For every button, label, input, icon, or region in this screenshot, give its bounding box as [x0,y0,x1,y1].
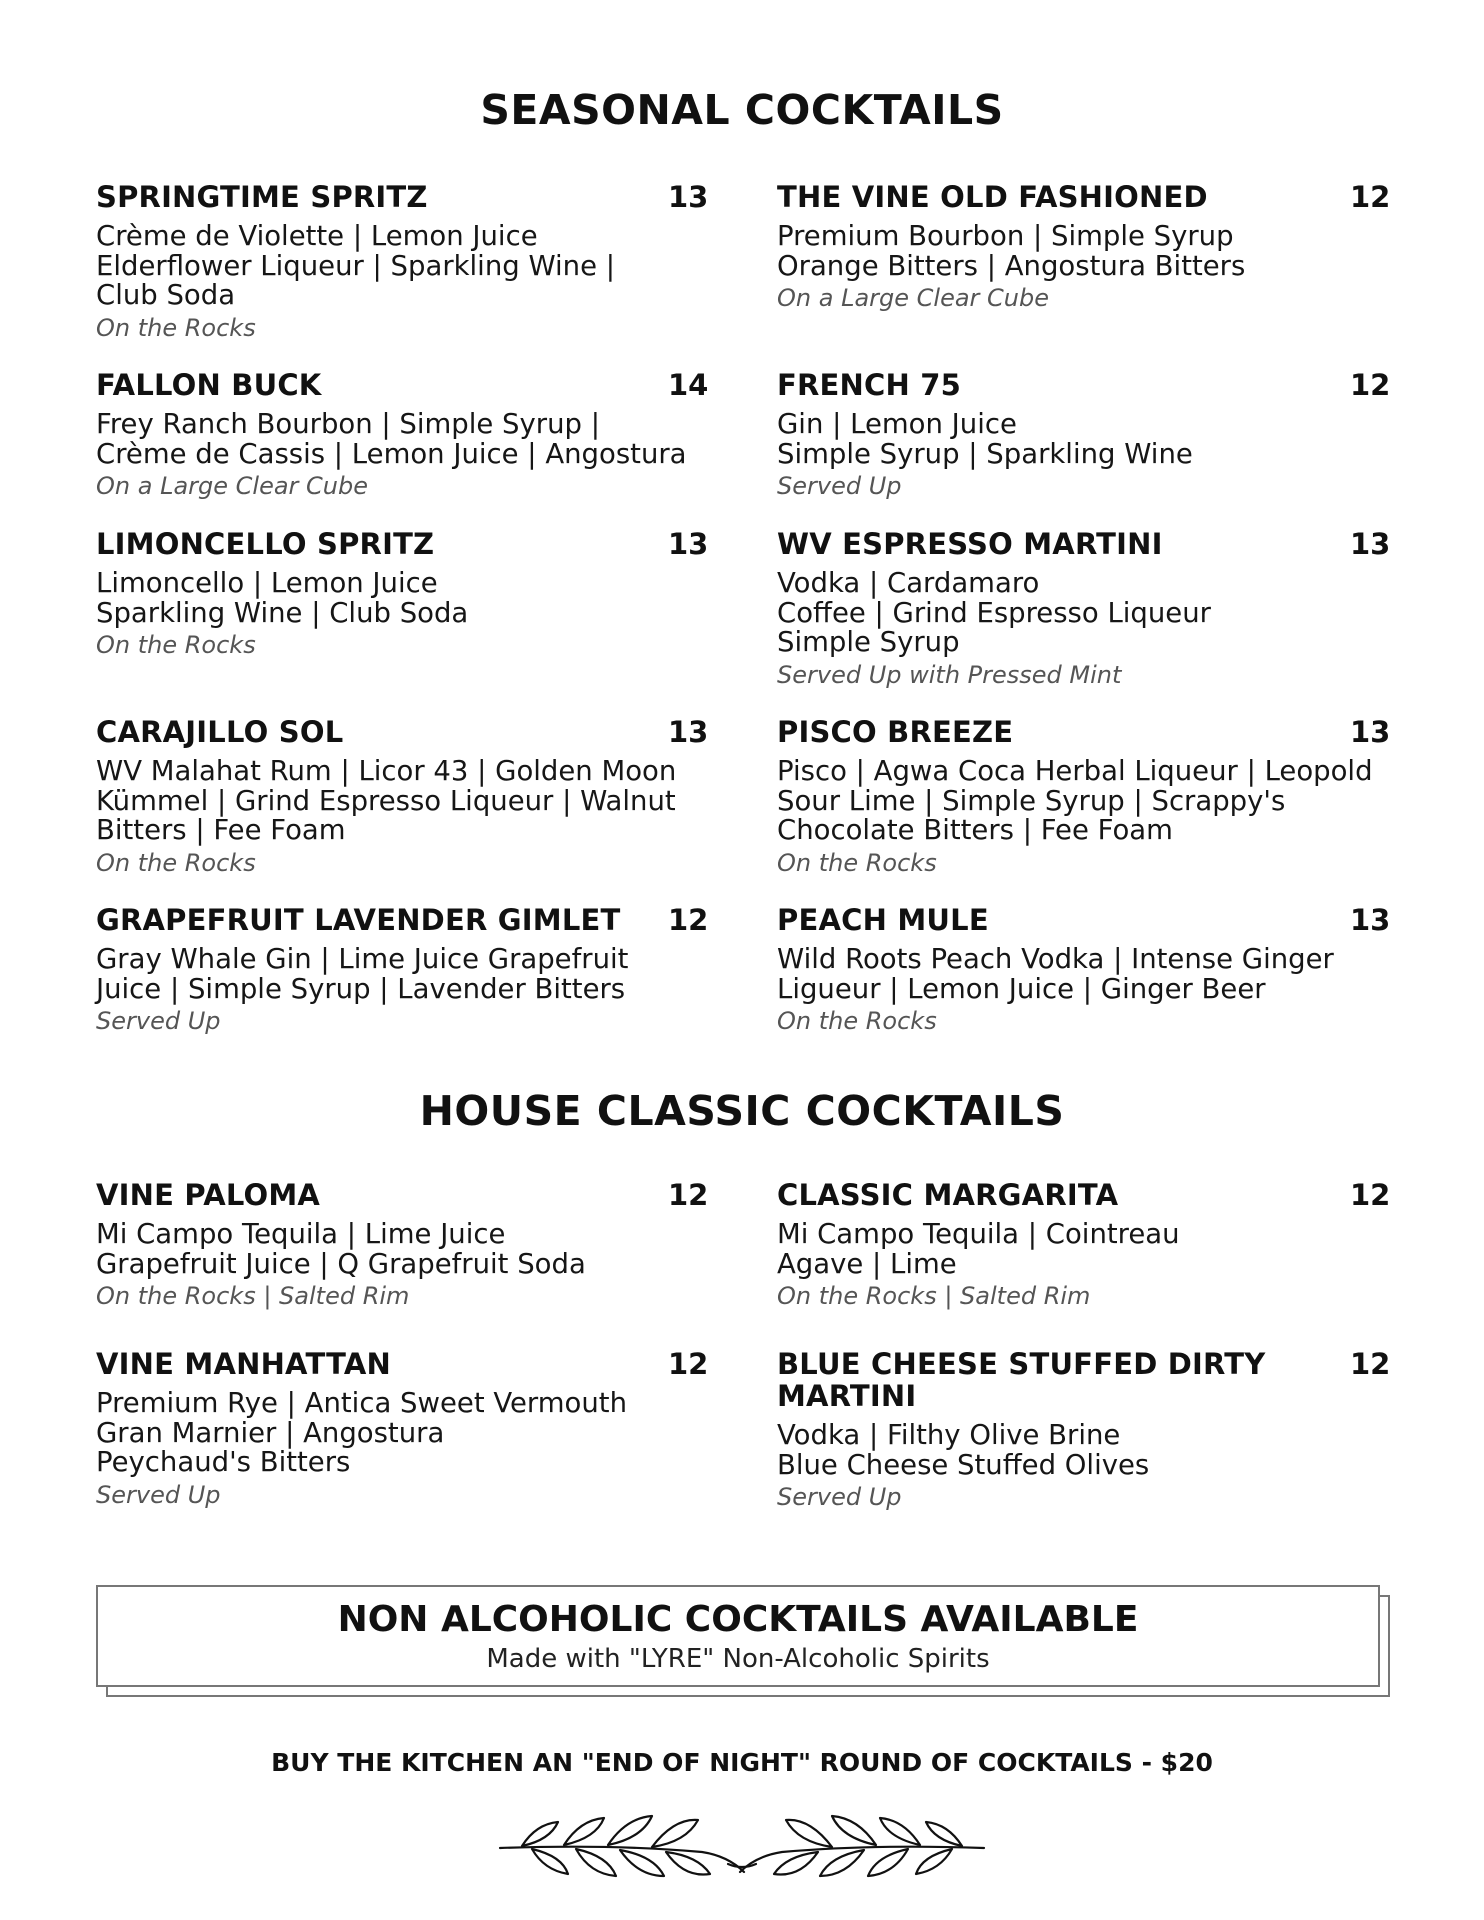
ingredient-line: WV Malahat Rum | Licor 43 | Golden Moon [96,755,677,787]
item-ingredients [96,1220,706,1279]
item-ingredients [777,410,1422,469]
non-alcoholic-subtitle: Made with "LYRE" Non-Alcoholic Spirits [486,1644,990,1674]
ingredient-line: Juice | Simple Syrup | Lavender Bitters [96,972,626,1005]
item-ingredients [96,945,706,1004]
item-price: 13 [668,527,709,561]
item-serve-style: On the Rocks [777,848,937,877]
item-name: PEACH MULE [777,903,989,937]
item-name: LIMONCELLO SPRITZ [96,527,435,561]
menu-item-french-75 [777,369,1422,501]
item-serve-style: Served Up [96,1007,221,1035]
item-ingredients [96,757,706,846]
ingredient-line: Wild Roots Peach Vodka | Intense Ginger [777,943,1334,975]
non-alcoholic-box [96,1585,1380,1687]
ingredient-line: Club Soda [96,279,236,311]
house-section-title: HOUSE CLASSIC COCKTAILS [419,1087,1065,1135]
ingredient-line: Elderflower Liqueur | Sparkling Wine | [96,249,616,282]
item-price: 13 [668,715,709,749]
ingredient-line: Grapefruit Juice | Q Grapefruit Soda [96,1247,586,1280]
item-serve-style: On the Rocks [96,848,256,877]
item-ingredients [777,757,1422,846]
menu-item-wv-espresso-martini [777,528,1422,690]
item-serve-style: Served Up [96,1480,221,1509]
kitchen-round-note: BUY THE KITCHEN AN "END OF NIGHT" ROUND OF COCKTAILS - $20 [271,1748,1213,1777]
item-price: 12 [668,1178,709,1212]
menu-item-classic-margarita [777,1179,1422,1311]
ingredient-line: Vodka | Cardamaro [777,567,1040,599]
item-ingredients [777,1421,1422,1480]
item-ingredients [96,222,706,311]
menu-item-fallon-buck [96,368,709,501]
item-serve-style: Served Up [777,472,902,500]
ingredient-line: Mi Campo Tequila | Lime Juice [96,1218,506,1250]
item-name: CARAJILLO SOL [96,715,344,749]
ingredient-line: Blue Cheese Stuffed Olives [777,1448,1150,1481]
menu-item-peach-mule [777,904,1422,1036]
item-name: FRENCH 75 [777,368,962,402]
ingredient-line: Orange Bitters | Angostura Bitters [777,249,1246,282]
ingredient-line: Peychaud's Bitters [96,1446,351,1478]
ingredient-line: Crème de Violette | Lemon Juice [96,220,538,252]
ingredient-line: Sparkling Wine | Club Soda [96,596,469,629]
menu-item-springtime-spritz [96,180,709,343]
ingredient-line: Simple Syrup | Sparkling Wine [777,437,1193,470]
ingredient-line: Crème de Cassis | Lemon Juice | Angostura [96,437,687,470]
item-price: 13 [1350,527,1391,561]
item-serve-style: On a Large Clear Cube [777,284,1050,312]
ingredient-line: Bitters | Fee Foam [96,814,346,846]
ingredient-line: Ligueur | Lemon Juice | Ginger Beer [777,972,1266,1005]
item-name-line: BLUE CHEESE STUFFED DIRTY [777,1347,1266,1381]
ingredient-line: Sour Lime | Simple Syrup | Scrappy's [777,784,1286,817]
ingredient-line: Vodka | Filthy Olive Brine [777,1419,1121,1451]
item-name: WV ESPRESSO MARTINI [777,527,1163,561]
ingredient-line: Kümmel | Grind Espresso Liqueur | Walnut [96,784,676,817]
item-name-line: MARTINI [777,1379,917,1413]
item-price: 12 [668,903,709,937]
item-name: VINE MANHATTAN [96,1347,391,1381]
ingredient-line: Premium Rye | Antica Sweet Vermouth [96,1387,628,1419]
item-name [777,1348,1342,1412]
ingredient-line: Gray Whale Gin | Lime Juice Grapefruit [96,943,629,975]
item-name: CLASSIC MARGARITA [777,1178,1119,1212]
menu-item-carajillo-sol [96,715,709,878]
menu-item-the-vine-old-fashioned [777,181,1422,313]
item-name: SPRINGTIME SPRITZ [96,180,428,214]
item-name: VINE PALOMA [96,1178,321,1212]
ingredient-line: Frey Ranch Bourbon | Simple Syrup | [96,408,600,440]
ingredient-line: Pisco | Agwa Coca Herbal Liqueur | Leopold [777,755,1373,787]
item-price: 12 [1350,368,1391,402]
item-serve-style: On the Rocks [96,631,256,659]
ingredient-line: Coffee | Grind Espresso Liqueur [777,596,1211,629]
item-ingredients [777,1220,1422,1279]
item-serve-style: On the Rocks | Salted Rim [96,1282,410,1310]
item-serve-style: On a Large Clear Cube [96,472,369,500]
item-ingredients [96,1389,706,1478]
menu-item-vine-paloma [96,1178,709,1311]
item-serve-style: Served Up with Pressed Mint [777,660,1122,689]
menu-item-blue-cheese-stuffed-dirty-martini [777,1348,1422,1512]
ingredient-line: Agave | Lime [777,1247,957,1280]
item-price: 13 [668,180,709,214]
ingredient-line: Premium Bourbon | Simple Syrup [777,220,1234,252]
menu-item-grapefruit-lavender-gimlet [96,903,709,1036]
menu-item-pisco-breeze [777,716,1422,878]
item-ingredients [777,569,1422,658]
seasonal-section-title: SEASONAL COCKTAILS [480,86,1004,134]
item-ingredients [96,569,706,628]
item-ingredients [777,222,1422,281]
ingredient-line: Gin | Lemon Juice [777,408,1017,440]
item-ingredients [777,945,1422,1004]
item-name: FALLON BUCK [96,368,322,402]
ingredient-line: Mi Campo Tequila | Cointreau [777,1218,1180,1250]
item-serve-style: On the Rocks | Salted Rim [777,1282,1091,1310]
item-price: 12 [668,1347,709,1381]
ingredient-line: Limoncello | Lemon Juice [96,567,438,599]
laurel-branch-icon [492,1800,992,1890]
item-serve-style: On the Rocks [777,1007,937,1035]
non-alcoholic-title: NON ALCOHOLIC COCKTAILS AVAILABLE [337,1599,1139,1640]
item-price: 12 [1350,180,1391,214]
item-serve-style: Served Up [777,1483,902,1511]
item-name: PISCO BREEZE [777,715,1014,749]
ingredient-line: Gran Marnier | Angostura [96,1416,445,1449]
item-name: GRAPEFRUIT LAVENDER GIMLET [96,903,621,937]
item-price: 12 [1350,1178,1391,1212]
item-price: 14 [668,368,709,402]
menu-item-vine-manhattan [96,1347,709,1510]
menu-item-limoncello-spritz [96,527,709,660]
item-name: THE VINE OLD FASHIONED [777,180,1208,214]
item-price: 12 [1350,1347,1391,1381]
item-price: 13 [1350,903,1391,937]
ingredient-line: Chocolate Bitters | Fee Foam [777,814,1173,846]
item-serve-style: On the Rocks [96,313,256,342]
item-price: 13 [1350,715,1391,749]
item-ingredients [96,410,706,469]
ingredient-line: Simple Syrup [777,626,960,658]
